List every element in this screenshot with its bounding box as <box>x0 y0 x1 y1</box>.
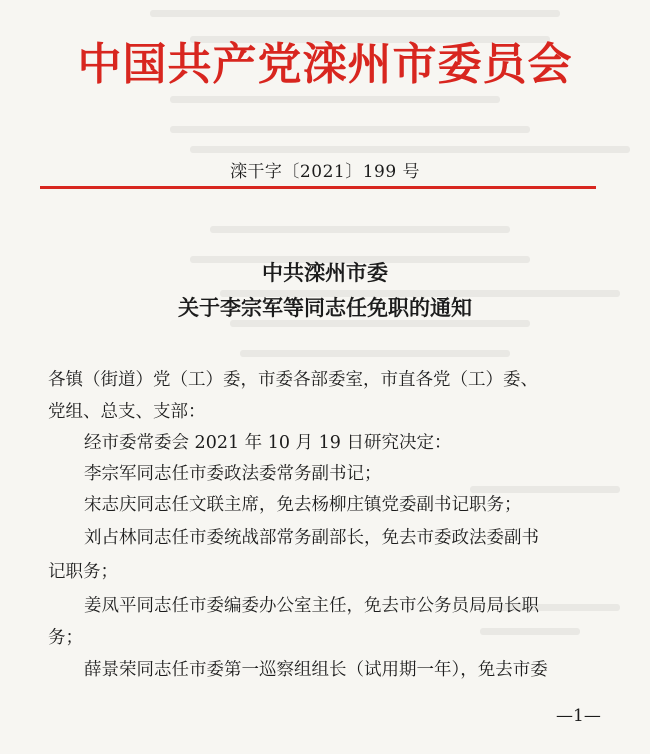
notice-title-line-1: 中共滦州市委 <box>262 260 388 285</box>
body-line-appointment-4-cont: 务； <box>48 628 83 648</box>
issuing-organization-title: 中国共产党滦州市委员会 <box>77 39 573 90</box>
body-line-appointment-1: 李宗军同志任市委政法委常务副书记； <box>84 464 382 484</box>
body-line-decision-intro: 经市委常委会 2021 年 10 月 19 日研究决定： <box>84 433 452 453</box>
red-divider-line <box>40 186 596 189</box>
page-number: —1— <box>556 706 601 726</box>
body-line-addressees: 各镇（街道）党（工）委，市委各部委室，市直各党（工）委、 <box>48 370 538 390</box>
body-line-appointment-4: 姜凤平同志任市委编委办公室主任，免去市公务员局局长职 <box>84 596 539 616</box>
body-line-appointment-3-cont: 记职务； <box>48 562 118 582</box>
body-line-appointment-3: 刘占林同志任市委统战部常务副部长，免去市委政法委副书 <box>84 528 539 548</box>
notice-title-line-2: 关于李宗军等同志任免职的通知 <box>178 295 472 320</box>
document-number: 滦干字〔2021〕199 号 <box>229 162 421 182</box>
body-line-appointment-5: 薛景荣同志任市委第一巡察组组长（试用期一年），免去市委 <box>84 660 548 680</box>
body-line-appointment-2: 宋志庆同志任文联主席，免去杨柳庄镇党委副书记职务； <box>84 495 522 515</box>
body-line-addressees-cont: 党组、总支、支部： <box>48 402 206 422</box>
